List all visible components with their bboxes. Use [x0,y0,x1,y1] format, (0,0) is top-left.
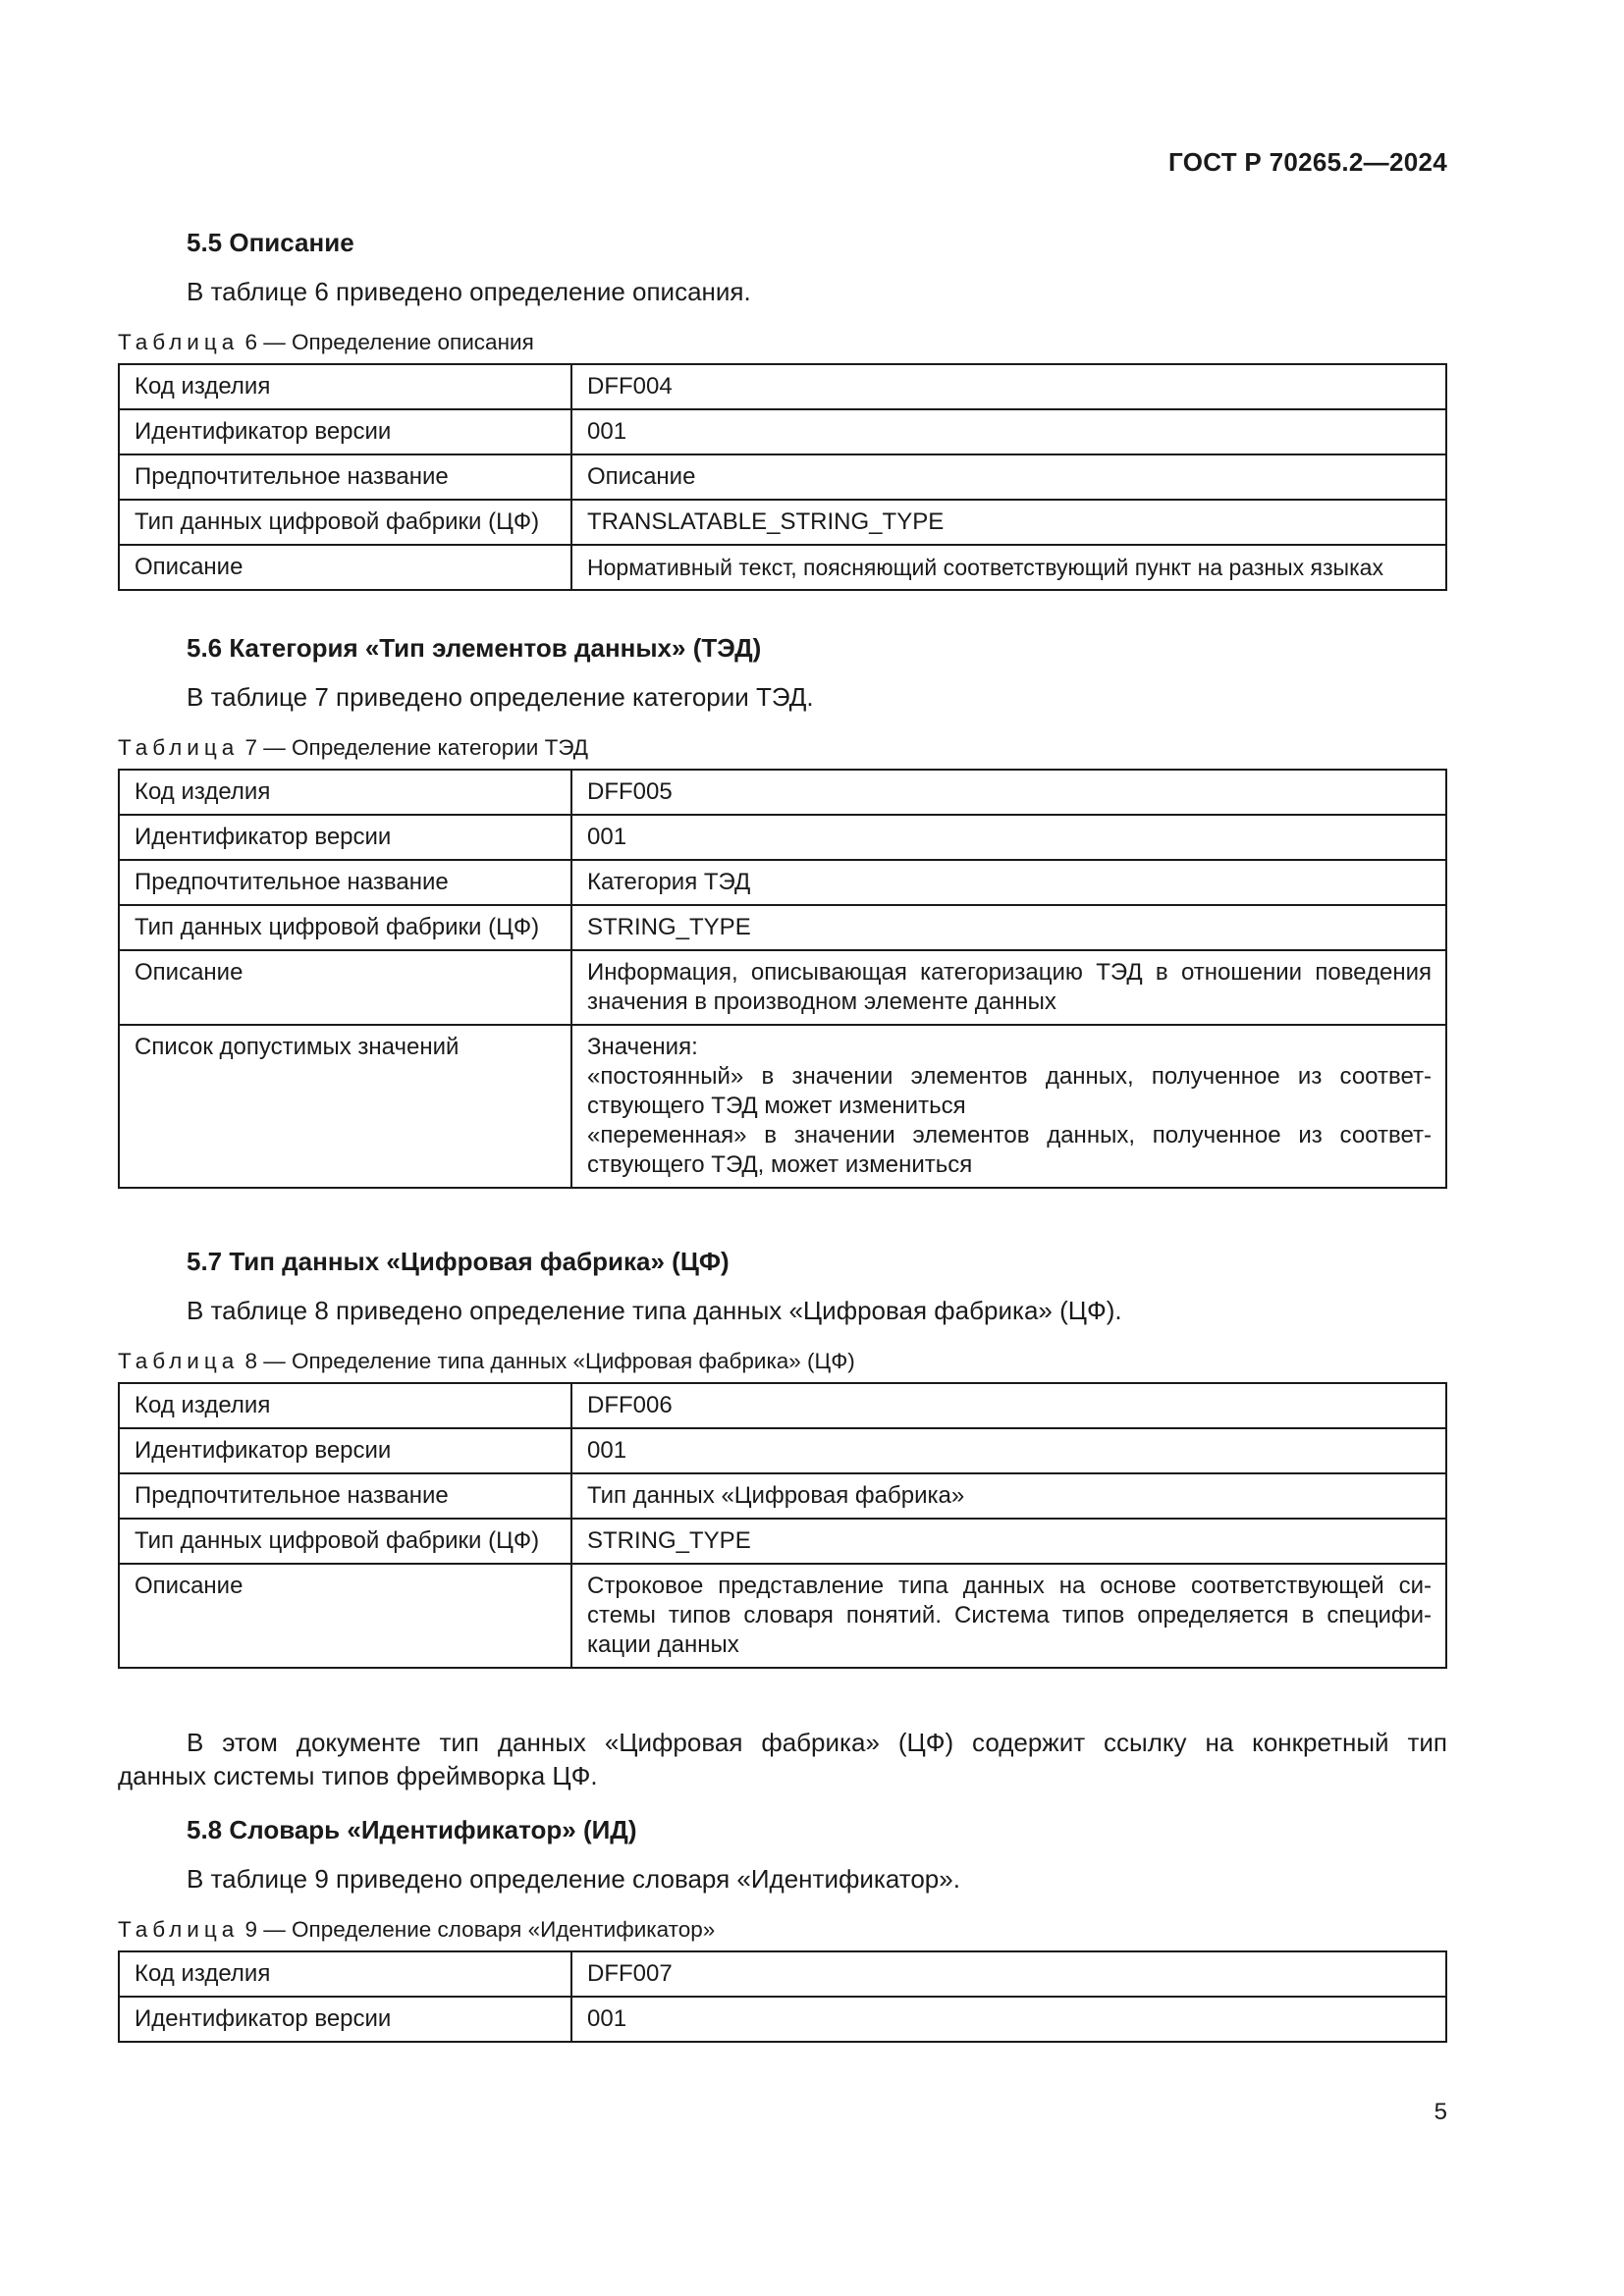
table-row [119,1428,1446,1473]
table-row [119,1564,1446,1668]
section-intro: В таблице 7 приведено определение категории ТЭД. [187,682,814,712]
value-line: ствующего ТЭД, может измениться [587,1151,973,1178]
table-row [119,1951,1446,1997]
caption-prefix: Таблица [118,735,240,760]
row-value: DFF007 [571,1951,1446,1997]
row-value [571,950,1446,1025]
table-row [119,815,1446,860]
row-key: Идентификатор версии [119,409,571,454]
row-value: Нормативный текст, поясняющий соответствующий пункт на разных языках [571,545,1446,590]
table-row [119,1473,1446,1519]
row-key: Описание [119,950,571,1025]
paragraph-line: В этом документе тип данных «Цифровая фабрика» (ЦФ) содержит ссылку на конкретный тип [187,1728,1447,1757]
table-row [119,364,1446,409]
row-key: Код изделия [119,1383,571,1428]
table-row [119,1383,1446,1428]
definition-table-6 [118,363,1447,591]
caption-number: 7 [244,735,258,760]
row-key: Идентификатор версии [119,1428,571,1473]
row-value: Тип данных «Цифровая фабрика» [571,1473,1446,1519]
row-key: Описание [119,545,571,590]
value-line: «постоянный» в значении элементов данных, полученное из соответ- [587,1063,1432,1090]
section-5-8 [118,1813,1447,2043]
section-intro: В таблице 6 приведено определение описания. [187,277,751,306]
table-row [119,1519,1446,1564]
value-line: ствующего ТЭД может измениться [587,1093,966,1119]
row-value: 001 [571,1428,1446,1473]
row-value [571,1564,1446,1668]
definition-table-8 [118,1382,1447,1669]
section-title: 5.8 Словарь «Идентификатор» (ИД) [187,1815,637,1844]
page-number: 5 [1434,2099,1447,2125]
caption-prefix: Таблица [118,1349,240,1373]
table-caption [118,1915,1447,1945]
table-caption [118,1347,1447,1376]
section-title: 5.5 Описание [187,228,354,257]
table-row [119,1025,1446,1188]
row-key: Описание [119,1564,571,1668]
row-value: STRING_TYPE [571,1519,1446,1564]
definition-table-7 [118,769,1447,1189]
row-value: 001 [571,409,1446,454]
value-line: Значения: [587,1034,698,1060]
row-key: Список допустимых значений [119,1025,571,1188]
caption-text: — Определение словаря «Идентификатор» [263,1917,716,1942]
value-line: Информация, описывающая категоризацию ТЭД в отношении поведения [587,959,1432,986]
section-intro: В таблице 8 приведено определение типа данных «Цифровая фабрика» (ЦФ). [187,1296,1122,1325]
table-row [119,770,1446,815]
value-line: кации данных [587,1631,739,1658]
row-key: Тип данных цифровой фабрики (ЦФ) [119,500,571,545]
row-value: DFF004 [571,364,1446,409]
row-key: Тип данных цифровой фабрики (ЦФ) [119,1519,571,1564]
table-row [119,905,1446,950]
section-title: 5.6 Категория «Тип элементов данных» (ТЭД) [187,633,762,663]
value-line: значения в производном элементе данных [587,988,1056,1015]
table-row [119,1997,1446,2042]
value-line: стемы типов словаря понятий. Система типов определяется в специфи- [587,1602,1432,1629]
caption-prefix: Таблица [118,1917,240,1942]
caption-text: — Определение описания [263,330,534,354]
section-intro: В таблице 9 приведено определение словаря «Идентификатор». [187,1864,960,1894]
row-key: Предпочтительное название [119,1473,571,1519]
row-key: Идентификатор версии [119,815,571,860]
row-key: Тип данных цифровой фабрики (ЦФ) [119,905,571,950]
row-value: Описание [571,454,1446,500]
row-value: STRING_TYPE [571,905,1446,950]
row-key: Код изделия [119,1951,571,1997]
caption-text: — Определение типа данных «Цифровая фабрика» (ЦФ) [263,1349,855,1373]
body-paragraph [118,1726,1447,1792]
value-line: Строковое представление типа данных на основе соответствующей си- [587,1573,1432,1599]
table-row [119,950,1446,1025]
row-key: Идентификатор версии [119,1997,571,2042]
document-code: ГОСТ Р 70265.2—2024 [1168,147,1447,177]
row-value: 001 [571,815,1446,860]
row-value: TRANSLATABLE_STRING_TYPE [571,500,1446,545]
table-row [119,500,1446,545]
caption-number: 9 [244,1917,258,1942]
table-row [119,454,1446,500]
caption-text: — Определение категории ТЭД [263,735,589,760]
table-row [119,409,1446,454]
caption-prefix: Таблица [118,330,240,354]
row-key: Код изделия [119,364,571,409]
row-key: Предпочтительное название [119,860,571,905]
section-title: 5.7 Тип данных «Цифровая фабрика» (ЦФ) [187,1247,730,1276]
section-5-5 [118,226,1447,591]
caption-number: 8 [244,1349,258,1373]
row-value: 001 [571,1997,1446,2042]
table-caption [118,328,1447,357]
table-row [119,545,1446,590]
row-key: Предпочтительное название [119,454,571,500]
row-key: Код изделия [119,770,571,815]
row-value: DFF005 [571,770,1446,815]
section-5-7 [118,1245,1447,1669]
row-value [571,1025,1446,1188]
row-value: DFF006 [571,1383,1446,1428]
value-line: «переменная» в значении элементов данных, полученное из соответ- [587,1122,1432,1148]
section-5-6 [118,631,1447,1189]
row-value: Категория ТЭД [571,860,1446,905]
paragraph-line: данных системы типов фреймворка ЦФ. [118,1761,598,1790]
table-row [119,860,1446,905]
table-caption [118,733,1447,763]
caption-number: 6 [244,330,258,354]
definition-table-9 [118,1950,1447,2043]
